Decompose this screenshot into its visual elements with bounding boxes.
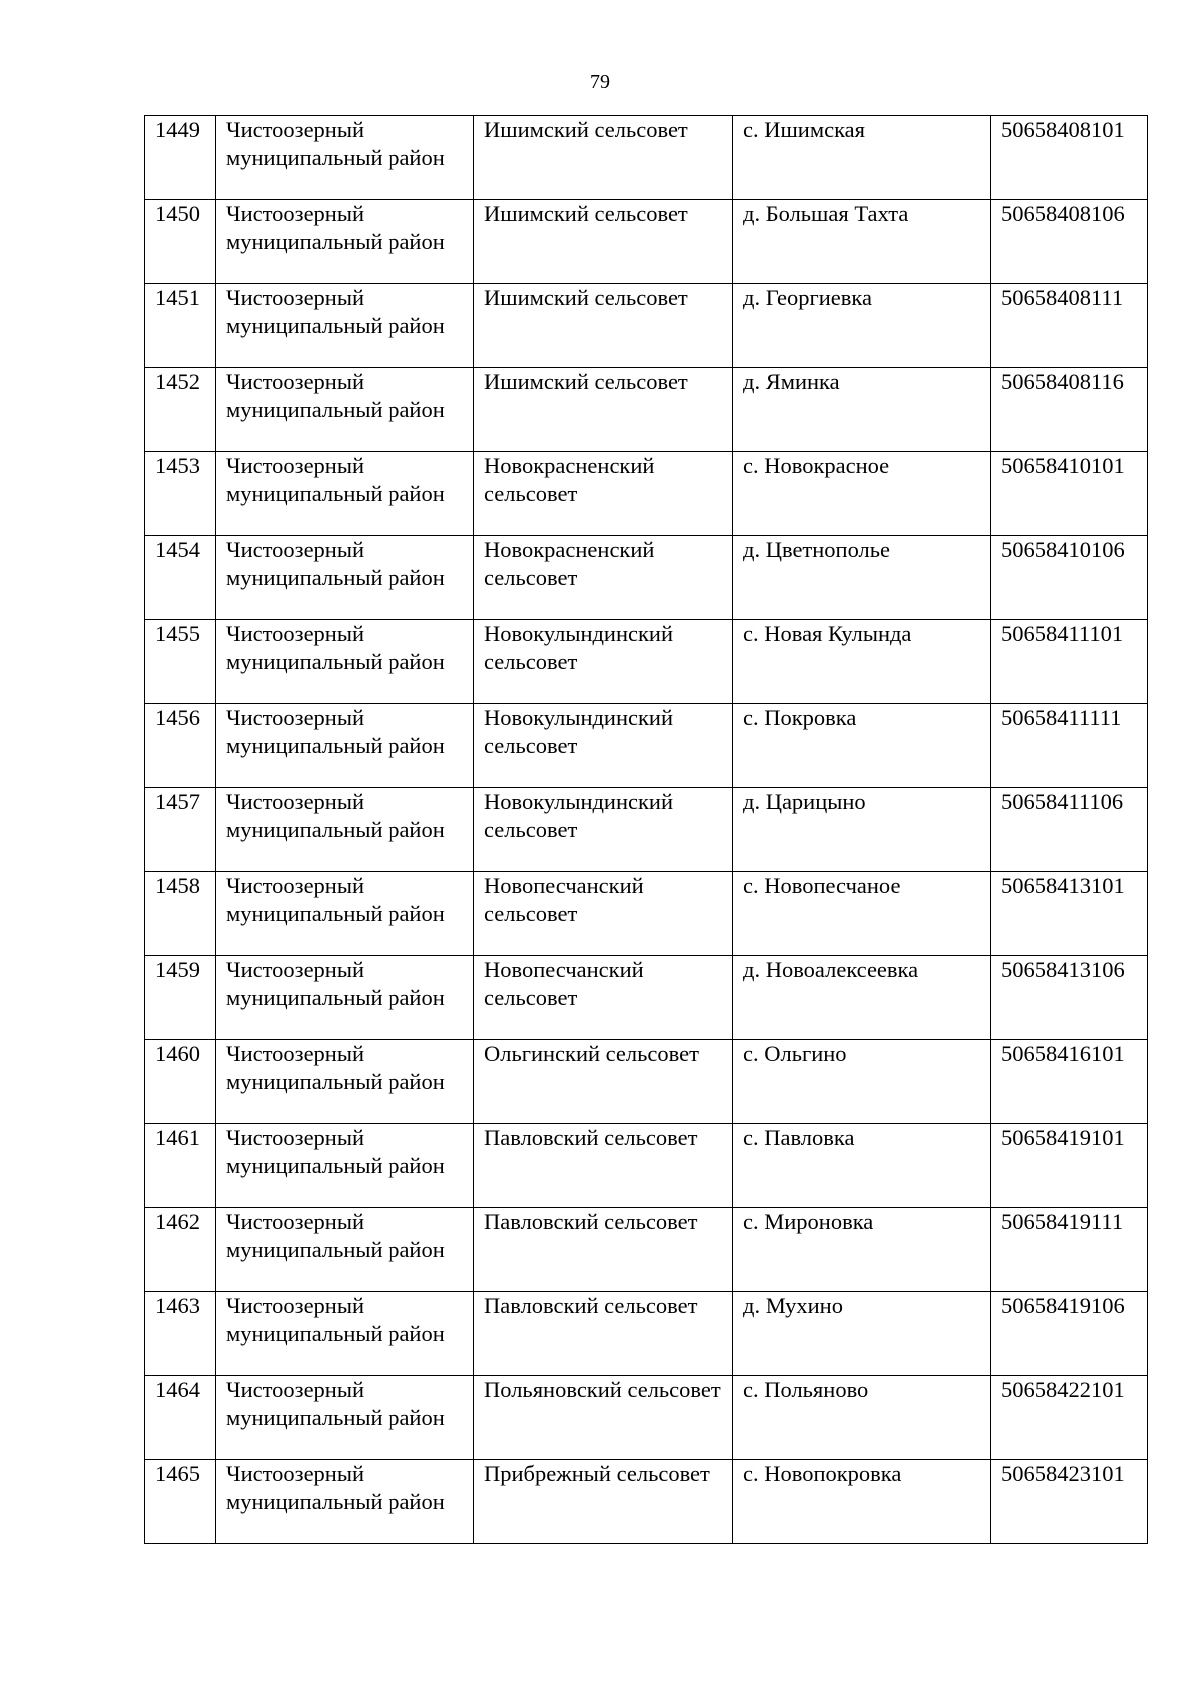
settlement-cell-text: с. Ольгино <box>743 1041 847 1066</box>
row-number-cell <box>145 1208 216 1292</box>
page-number: 79 <box>590 71 610 93</box>
row-number-cell <box>145 704 216 788</box>
district-cell <box>216 1040 474 1124</box>
council-cell <box>474 704 733 788</box>
row-number-cell <box>145 200 216 284</box>
oktmo-code-cell-text: 50658411106 <box>1001 789 1124 814</box>
oktmo-code-cell <box>991 1040 1148 1124</box>
oktmo-code-cell-text: 50658419101 <box>1001 1125 1125 1150</box>
settlement-cell <box>733 1376 991 1460</box>
council-cell-text: Павловский сельсовет <box>484 1209 698 1234</box>
table-row <box>145 1124 1148 1208</box>
row-number-cell <box>145 956 216 1040</box>
council-cell <box>474 1124 733 1208</box>
oktmo-code-cell <box>991 704 1148 788</box>
council-cell-text: Ишимский сельсовет <box>484 117 688 142</box>
settlement-cell <box>733 284 991 368</box>
settlement-cell-text: д. Новоалексеевка <box>743 957 919 982</box>
council-cell <box>474 536 733 620</box>
district-cell-text: Чистоозерный муниципальный район <box>226 873 445 926</box>
settlement-cell-text: д. Яминка <box>743 369 840 394</box>
row-number-cell-text: 1463 <box>155 1293 200 1318</box>
district-cell-text: Чистоозерный муниципальный район <box>226 705 445 758</box>
settlement-cell <box>733 872 991 956</box>
settlement-cell-text: с. Польяново <box>743 1377 869 1402</box>
council-cell-text: Новопесчанский сельсовет <box>484 957 644 1010</box>
row-number-cell-text: 1458 <box>155 873 200 898</box>
oktmo-code-cell <box>991 116 1148 200</box>
district-cell-text: Чистоозерный муниципальный район <box>226 117 445 170</box>
district-cell-text: Чистоозерный муниципальный район <box>226 1041 445 1094</box>
oktmo-code-cell <box>991 1124 1148 1208</box>
settlement-cell-text: д. Большая Тахта <box>743 201 909 226</box>
row-number-cell-text: 1453 <box>155 453 200 478</box>
district-cell-text: Чистоозерный муниципальный район <box>226 957 445 1010</box>
table-row <box>145 620 1148 704</box>
table-row <box>145 1460 1148 1544</box>
district-cell-text: Чистоозерный муниципальный район <box>226 1293 445 1346</box>
oktmo-code-cell-text: 50658408116 <box>1001 369 1124 394</box>
council-cell <box>474 1292 733 1376</box>
table-row <box>145 1208 1148 1292</box>
row-number-cell <box>145 284 216 368</box>
row-number-cell-text: 1460 <box>155 1041 200 1066</box>
settlement-cell <box>733 200 991 284</box>
oktmo-code-cell-text: 50658413106 <box>1001 957 1125 982</box>
district-cell-text: Чистоозерный муниципальный район <box>226 1377 445 1430</box>
council-cell <box>474 284 733 368</box>
district-cell <box>216 872 474 956</box>
council-cell <box>474 1460 733 1544</box>
oktmo-code-cell-text: 50658408101 <box>1001 117 1125 142</box>
district-cell-text: Чистоозерный муниципальный район <box>226 285 445 338</box>
council-cell <box>474 368 733 452</box>
oktmo-code-cell <box>991 200 1148 284</box>
settlement-cell <box>733 788 991 872</box>
oktmo-code-cell <box>991 368 1148 452</box>
table-row <box>145 704 1148 788</box>
district-cell-text: Чистоозерный муниципальный район <box>226 1209 445 1262</box>
oktmo-code-cell-text: 50658416101 <box>1001 1041 1125 1066</box>
row-number-cell <box>145 1460 216 1544</box>
district-cell-text: Чистоозерный муниципальный район <box>226 621 445 674</box>
district-cell <box>216 1124 474 1208</box>
council-cell-text: Новопесчанский сельсовет <box>484 873 644 926</box>
council-cell-text: Ольгинский сельсовет <box>484 1041 699 1066</box>
council-cell-text: Ишимский сельсовет <box>484 285 688 310</box>
district-cell-text: Чистоозерный муниципальный район <box>226 1125 445 1178</box>
row-number-cell-text: 1465 <box>155 1461 200 1486</box>
council-cell-text: Ишимский сельсовет <box>484 201 688 226</box>
council-cell <box>474 1208 733 1292</box>
table-row <box>145 1040 1148 1124</box>
row-number-cell-text: 1459 <box>155 957 200 982</box>
district-cell <box>216 956 474 1040</box>
table-body <box>145 116 1148 1544</box>
council-cell-text: Новокрасненский сельсовет <box>484 453 655 506</box>
settlement-cell-text: д. Георгиевка <box>743 285 872 310</box>
council-cell <box>474 956 733 1040</box>
district-cell-text: Чистоозерный муниципальный район <box>226 789 445 842</box>
district-cell-text: Чистоозерный муниципальный район <box>226 1461 445 1514</box>
oktmo-code-cell-text: 50658411111 <box>1001 705 1122 730</box>
row-number-cell-text: 1451 <box>155 285 200 310</box>
row-number-cell <box>145 1040 216 1124</box>
oktmo-code-cell-text: 50658413101 <box>1001 873 1125 898</box>
table-row <box>145 956 1148 1040</box>
settlement-cell-text: с. Ишимская <box>743 117 866 142</box>
settlement-cell <box>733 368 991 452</box>
district-cell <box>216 116 474 200</box>
table-row <box>145 284 1148 368</box>
district-cell-text: Чистоозерный муниципальный район <box>226 537 445 590</box>
row-number-cell-text: 1454 <box>155 537 200 562</box>
council-cell <box>474 620 733 704</box>
council-cell-text: Павловский сельсовет <box>484 1125 698 1150</box>
row-number-cell-text: 1452 <box>155 369 200 394</box>
row-number-cell <box>145 452 216 536</box>
oktmo-code-cell <box>991 1376 1148 1460</box>
table-row <box>145 200 1148 284</box>
oktmo-code-cell <box>991 788 1148 872</box>
settlement-cell-text: д. Мухино <box>743 1293 843 1318</box>
row-number-cell-text: 1456 <box>155 705 200 730</box>
oktmo-code-cell-text: 50658410101 <box>1001 453 1125 478</box>
settlement-cell-text: д. Цветнополье <box>743 537 891 562</box>
oktmo-code-cell-text: 50658408111 <box>1001 285 1124 310</box>
settlement-cell <box>733 956 991 1040</box>
settlement-cell <box>733 1460 991 1544</box>
council-cell <box>474 788 733 872</box>
settlement-cell-text: с. Покровка <box>743 705 857 730</box>
table-row <box>145 452 1148 536</box>
oktmo-code-cell-text: 50658423101 <box>1001 1461 1125 1486</box>
settlements-table <box>144 115 1148 1544</box>
council-cell <box>474 1040 733 1124</box>
oktmo-code-cell <box>991 956 1148 1040</box>
oktmo-code-cell <box>991 284 1148 368</box>
oktmo-code-cell-text: 50658410106 <box>1001 537 1125 562</box>
table-row <box>145 1376 1148 1460</box>
row-number-cell <box>145 1124 216 1208</box>
settlement-cell <box>733 116 991 200</box>
table-row <box>145 788 1148 872</box>
row-number-cell <box>145 1376 216 1460</box>
district-cell <box>216 1208 474 1292</box>
council-cell-text: Новокулындинский сельсовет <box>484 621 674 674</box>
row-number-cell-text: 1449 <box>155 117 200 142</box>
oktmo-code-cell <box>991 1292 1148 1376</box>
district-cell <box>216 452 474 536</box>
settlement-cell-text: с. Новокрасное <box>743 453 890 478</box>
row-number-cell-text: 1455 <box>155 621 200 646</box>
oktmo-code-cell <box>991 872 1148 956</box>
settlement-cell <box>733 704 991 788</box>
oktmo-code-cell-text: 50658422101 <box>1001 1377 1125 1402</box>
district-cell <box>216 1460 474 1544</box>
council-cell-text: Польяновский сельсовет <box>484 1377 721 1402</box>
oktmo-code-cell <box>991 452 1148 536</box>
row-number-cell <box>145 620 216 704</box>
district-cell <box>216 1292 474 1376</box>
council-cell-text: Павловский сельсовет <box>484 1293 698 1318</box>
row-number-cell <box>145 872 216 956</box>
settlement-cell <box>733 1292 991 1376</box>
oktmo-code-cell <box>991 1208 1148 1292</box>
council-cell-text: Новокулындинский сельсовет <box>484 705 674 758</box>
council-cell <box>474 200 733 284</box>
row-number-cell-text: 1450 <box>155 201 200 226</box>
council-cell <box>474 1376 733 1460</box>
settlement-cell <box>733 1124 991 1208</box>
council-cell <box>474 452 733 536</box>
oktmo-code-cell-text: 50658408106 <box>1001 201 1125 226</box>
district-cell <box>216 1376 474 1460</box>
district-cell-text: Чистоозерный муниципальный район <box>226 369 445 422</box>
district-cell <box>216 536 474 620</box>
settlement-cell-text: с. Новая Кулында <box>743 621 912 646</box>
table-row <box>145 116 1148 200</box>
district-cell <box>216 200 474 284</box>
settlement-cell-text: с. Мироновка <box>743 1209 874 1234</box>
settlement-cell-text: д. Царицыно <box>743 789 866 814</box>
row-number-cell <box>145 788 216 872</box>
settlement-cell <box>733 452 991 536</box>
table-row <box>145 368 1148 452</box>
table-row <box>145 536 1148 620</box>
row-number-cell-text: 1461 <box>155 1125 200 1150</box>
settlement-cell-text: с. Павловка <box>743 1125 855 1150</box>
district-cell-text: Чистоозерный муниципальный район <box>226 453 445 506</box>
settlement-cell <box>733 1208 991 1292</box>
council-cell <box>474 116 733 200</box>
district-cell <box>216 284 474 368</box>
oktmo-code-cell <box>991 1460 1148 1544</box>
district-cell <box>216 368 474 452</box>
row-number-cell-text: 1462 <box>155 1209 200 1234</box>
row-number-cell <box>145 368 216 452</box>
oktmo-code-cell-text: 50658419106 <box>1001 1293 1125 1318</box>
row-number-cell <box>145 116 216 200</box>
table-row <box>145 1292 1148 1376</box>
district-cell <box>216 704 474 788</box>
council-cell <box>474 872 733 956</box>
district-cell <box>216 788 474 872</box>
settlement-cell-text: с. Новопокровка <box>743 1461 902 1486</box>
council-cell-text: Ишимский сельсовет <box>484 369 688 394</box>
row-number-cell <box>145 536 216 620</box>
settlement-cell <box>733 1040 991 1124</box>
table-row <box>145 872 1148 956</box>
council-cell-text: Новокрасненский сельсовет <box>484 537 655 590</box>
district-cell <box>216 620 474 704</box>
council-cell-text: Новокулындинский сельсовет <box>484 789 674 842</box>
council-cell-text: Прибрежный сельсовет <box>484 1461 710 1486</box>
settlement-cell <box>733 620 991 704</box>
settlement-cell <box>733 536 991 620</box>
district-cell-text: Чистоозерный муниципальный район <box>226 201 445 254</box>
row-number-cell-text: 1457 <box>155 789 200 814</box>
row-number-cell <box>145 1292 216 1376</box>
oktmo-code-cell-text: 50658419111 <box>1001 1209 1124 1234</box>
oktmo-code-cell <box>991 536 1148 620</box>
row-number-cell-text: 1464 <box>155 1377 200 1402</box>
oktmo-code-cell-text: 50658411101 <box>1001 621 1124 646</box>
oktmo-code-cell <box>991 620 1148 704</box>
settlement-cell-text: с. Новопесчаное <box>743 873 901 898</box>
